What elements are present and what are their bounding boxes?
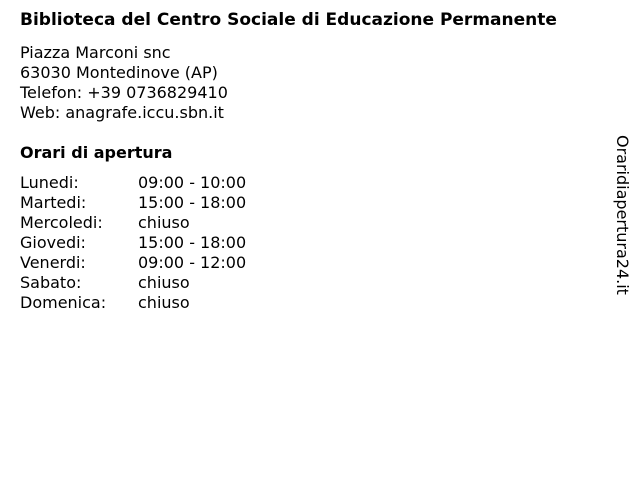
day-hours: 15:00 - 18:00 — [138, 233, 247, 252]
hours-row-friday — [20, 253, 630, 273]
address-city: 63030 Montedinove (AP) — [20, 63, 218, 82]
day-hours: chiuso — [138, 273, 190, 292]
address-street: Piazza Marconi snc — [20, 43, 171, 62]
hours-row-sunday — [20, 293, 630, 313]
day-label: Martedi: — [20, 193, 87, 212]
day-label: Giovedi: — [20, 233, 86, 252]
day-label: Domenica: — [20, 293, 107, 312]
library-info — [20, 10, 630, 313]
day-label: Sabato: — [20, 273, 82, 292]
site-watermark: Oraridiapertura24.it — [613, 135, 632, 295]
opening-hours-list — [20, 173, 630, 313]
address-block — [20, 43, 630, 123]
day-hours: 15:00 - 18:00 — [138, 193, 247, 212]
day-label: Mercoledi: — [20, 213, 103, 232]
hours-row-monday — [20, 173, 630, 193]
hours-row-saturday — [20, 273, 630, 293]
website: Web: anagrafe.iccu.sbn.it — [20, 103, 224, 122]
day-label: Lunedi: — [20, 173, 79, 192]
day-hours: chiuso — [138, 293, 190, 312]
day-label: Venerdi: — [20, 253, 86, 272]
hours-row-thursday — [20, 233, 630, 253]
hours-row-tuesday — [20, 193, 630, 213]
phone-number: Telefon: +39 0736829410 — [20, 83, 228, 102]
day-hours: 09:00 - 10:00 — [138, 173, 247, 192]
library-title: Biblioteca del Centro Sociale di Educazione Permanente — [20, 10, 557, 30]
opening-hours-heading: Orari di apertura — [20, 143, 173, 162]
day-hours: 09:00 - 12:00 — [138, 253, 247, 272]
hours-row-wednesday — [20, 213, 630, 233]
day-hours: chiuso — [138, 213, 190, 232]
